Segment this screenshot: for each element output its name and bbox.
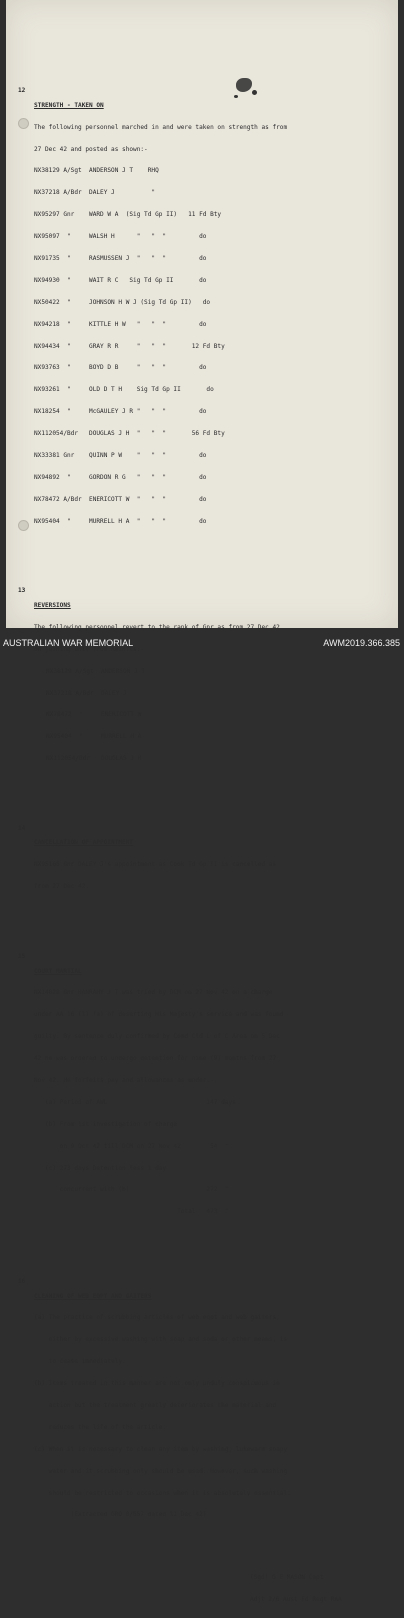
section-number: 12	[18, 87, 26, 95]
text-line: on 9 Oct 42 till DCM on 27 Nov 42 54 "	[34, 1142, 229, 1150]
section-15	[18, 953, 388, 1230]
text-line: under AA 16 (1) (a) of deserting His Majesty's service and was found	[34, 1011, 284, 1019]
section-heading: REVERSIONS	[34, 601, 71, 609]
text-line: guilty. By sentence duly confirmed by Comd Cld L of C Area on 5 Dec	[34, 1033, 280, 1041]
text-line: 27 Dec 42 and posted as shown:-	[34, 145, 148, 153]
text-line: action but the treatment greatly deteriorates the material and	[34, 1402, 277, 1410]
personnel-row: NX95404 " MURRELL H A " " " do	[34, 517, 207, 525]
personnel-row: NX91735 " RASMUSSEN J " " " do	[34, 255, 207, 263]
text-line: Total 473 "	[34, 1208, 229, 1216]
text-line: (a) Period of AWL 147 days	[34, 1098, 236, 1106]
section-16	[18, 1278, 388, 1533]
text-line: (b) From 1st investigation of charge	[34, 1120, 178, 1128]
personnel-row: NX93763 " BOYD D B " " " do	[34, 364, 207, 372]
personnel-row: NX94930 " WAIT R C Sig Td Gp II do	[34, 276, 207, 284]
personnel-row: NX95404 " MURRELL H A	[46, 733, 142, 741]
archive-footer	[0, 636, 404, 652]
personnel-row: NX78472 A/Bdr ENERICOTT W " " " do	[34, 495, 207, 503]
text-line: (b) Items treated in this manner are not only unduly conspicuous in	[34, 1380, 280, 1388]
personnel-row: NX95297 Gnr WARD W A (Sig Td Gp II) 11 Fd Bty	[34, 211, 222, 219]
text-line: The following personnel revert to the rank of Gnr as from 27 Dec 42	[34, 623, 280, 631]
personnel-row: NX93261 " OLD D T H Sig Td Gp II do	[34, 386, 214, 394]
personnel-row: NX37218 A/Bdr DALEY J "	[34, 189, 156, 197]
text-line: reduces the life of the article.	[34, 1423, 167, 1431]
personnel-row: NX38129 A/Sgt ANDERSON J T	[46, 667, 146, 675]
text-line: The following personnel marched in and were taken on strength as from	[34, 123, 288, 131]
text-line: NX14828 Gnr HANRAHY J T was tried by DCM on 27 Nov 42 on a charge	[34, 989, 273, 997]
section-number: 16	[18, 1277, 26, 1285]
section-number: 13	[18, 587, 26, 595]
personnel-row: NX38129 A/Sgt ANDERSON J T RHQ	[34, 167, 159, 175]
archive-reference: AWM2019.366.385	[323, 638, 400, 648]
personnel-row: NX78472 " ENERICOTT W	[46, 711, 142, 719]
personnel-row: NX18254 " McGAULEY J R " " " do	[34, 408, 207, 416]
personnel-row: NX112054/Bdr DOUGLAS J H	[46, 755, 142, 763]
section-heading: CANCELLATION OF APPOINTMENT	[34, 839, 134, 847]
text-line: Nov 42. He forfeits pay and allowances as under:-	[34, 1076, 214, 1084]
text-line: (c) When it is necessary to clean any item by washing, lukewarm soapy	[34, 1445, 288, 1453]
text-line: to cease immediately.	[34, 1358, 126, 1366]
text-line: 42 he was ordered to undergo detention for nine (9) months from 27	[34, 1055, 277, 1063]
personnel-row: NX50422 " JOHNSON H W J (Sig Td Gp II) do	[34, 298, 211, 306]
text-line: either by excessive washing with soap and soda or other means, is	[34, 1336, 288, 1344]
personnel-row: NX94218 " KITTLE H W " " " do	[34, 320, 207, 328]
text-line: on joining unit from Reinfts:-	[34, 645, 145, 653]
text-line: should be restricted to occasions when it is absolutely essential.	[34, 1489, 291, 1497]
signature-title: Adjt 2/6 Aust Fd Regt RAA	[250, 1595, 342, 1603]
document-text	[18, 58, 388, 1618]
section-heading: COURT MARTIAL	[34, 967, 82, 975]
text-line: water and it scrubbing only should be used. However, such washing	[34, 1467, 288, 1475]
text-line: from 27 Dec 42.	[34, 883, 90, 891]
text-line: NX95166 Gnr DALEY J's appointment as Cook Td Gp II is cancelled as	[34, 861, 277, 869]
section-number: 14	[18, 824, 26, 832]
personnel-row: NX112054/Bdr DOUGLAS J H " " " 56 Fd Bty	[34, 430, 225, 438]
section-heading: CLEANING OF WEB EQPT AND GAITERS	[34, 1292, 152, 1300]
text-line: (Extracted GRO 0/657 dated 11 Dec 42).	[34, 1511, 211, 1519]
personnel-row: NX94434 " GRAY R R " " " 12 Fd Bty	[34, 342, 225, 350]
archive-name: AUSTRALIAN WAR MEMORIAL	[3, 638, 134, 648]
signature-line: (Sgd) G E MASON Capt	[250, 1573, 324, 1581]
personnel-row: NX33381 Gnr QUINN P W " " " do	[34, 452, 207, 460]
text-line: (c) 273 days Detention less 1 day	[34, 1164, 167, 1172]
section-heading: STRENGTH - TAKEN ON	[34, 101, 104, 109]
section-14	[18, 825, 388, 905]
personnel-row: NX37218 A/Bdr DALEY J	[46, 689, 127, 697]
section-number: 15	[18, 952, 26, 960]
personnel-row: NX94892 " GORDON R G " " " do	[34, 473, 207, 481]
personnel-row: NX95097 " WALSH H " " " do	[34, 233, 207, 241]
section-13	[18, 587, 388, 777]
text-line: (a) The practice of scrubbing articles of web eqpt and web gaiters,	[34, 1314, 280, 1322]
section-12	[18, 87, 388, 539]
text-line: concurrent with (b) 272 "	[34, 1186, 229, 1194]
